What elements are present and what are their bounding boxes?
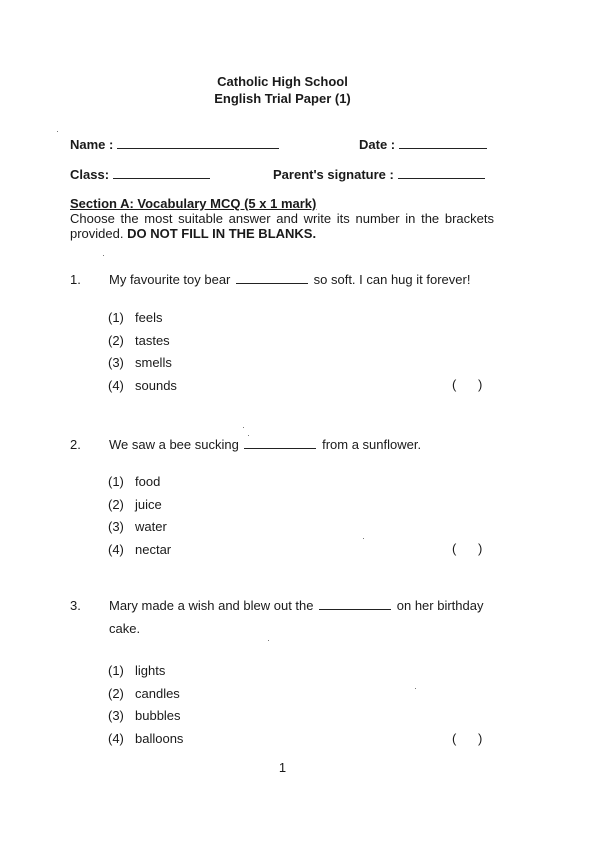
class-field [70, 166, 210, 182]
name-date-row [70, 136, 495, 154]
option-item [108, 730, 183, 753]
scan-speck [415, 688, 416, 689]
option-number: (4) [108, 377, 124, 393]
option-item [108, 377, 177, 400]
answer-bracket[interactable]: ( ) [452, 377, 483, 392]
question-number: 2. [70, 437, 81, 452]
question-number: 3. [70, 598, 81, 613]
option-item [108, 473, 171, 496]
option-number: (2) [108, 685, 124, 701]
option-number: (3) [108, 519, 124, 534]
option-item [108, 309, 177, 332]
option-list [108, 662, 183, 752]
section-instructions [70, 211, 494, 241]
option-number: (1) [108, 663, 124, 678]
option-text: food [135, 474, 161, 489]
scan-speck [243, 427, 244, 428]
option-text: juice [135, 496, 162, 512]
option-list [108, 473, 171, 563]
option-list [108, 309, 177, 399]
name-field [70, 136, 279, 152]
option-text: lights [135, 663, 166, 678]
stem-after: on her birthday cake. [109, 598, 484, 636]
option-item [108, 518, 171, 541]
option-item [108, 662, 183, 685]
parent-signature-blank[interactable] [398, 166, 485, 179]
stem-before: Mary made a wish and blew out the [109, 598, 314, 613]
option-text: feels [135, 310, 163, 325]
scan-speck [57, 131, 58, 132]
stem-after: from a sunflower. [322, 437, 422, 452]
parent-signature-field [273, 166, 485, 182]
answer-bracket[interactable]: ( ) [452, 731, 483, 746]
name-label: Name : [70, 137, 114, 152]
option-item [108, 496, 171, 519]
class-label: Class: [70, 167, 110, 182]
option-number: (4) [108, 541, 124, 557]
date-field [359, 136, 487, 152]
date-label: Date : [359, 137, 396, 152]
school-name: Catholic High School [217, 74, 348, 89]
option-text: balloons [135, 730, 184, 746]
option-text: water [135, 519, 167, 534]
scan-speck [268, 640, 269, 641]
date-blank[interactable] [399, 136, 487, 149]
class-parent-row [70, 166, 495, 184]
question-number: 1. [70, 272, 81, 287]
option-item [108, 707, 183, 730]
stem-after: so soft. I can hug it forever! [313, 272, 471, 287]
question-stem [109, 594, 495, 640]
instruction-text: Choose the most suitable answer and write its number in the brackets provided. [70, 211, 494, 241]
option-text: sounds [135, 377, 177, 393]
option-text: tastes [135, 332, 170, 348]
option-text: bubbles [135, 708, 181, 723]
option-item [108, 685, 183, 708]
scan-speck [248, 435, 249, 436]
scan-speck [103, 255, 104, 256]
stem-before: My favourite toy bear [109, 272, 231, 287]
instruction-emphasis: DO NOT FILL IN THE BLANKS. [127, 226, 317, 241]
parent-signature-label: Parent's signature : [273, 167, 394, 182]
answer-blank [319, 598, 391, 610]
option-item [108, 541, 171, 564]
option-text: nectar [135, 541, 172, 557]
class-blank[interactable] [113, 166, 210, 179]
scan-speck [363, 538, 364, 539]
option-text: candles [135, 685, 180, 701]
paper-title: English Trial Paper (1) [214, 91, 351, 106]
option-number: (2) [108, 332, 124, 348]
option-item [108, 354, 177, 377]
option-number: (3) [108, 708, 124, 723]
answer-bracket[interactable]: ( ) [452, 541, 483, 556]
page-number: 1 [278, 760, 287, 775]
name-blank[interactable] [117, 136, 279, 149]
question-stem [109, 433, 495, 456]
section-title: Section A: Vocabulary MCQ (5 x 1 mark) [70, 196, 317, 211]
option-number: (1) [108, 474, 124, 489]
answer-blank [244, 437, 316, 449]
option-item [108, 332, 177, 355]
option-number: (1) [108, 310, 124, 325]
stem-before: We saw a bee sucking [109, 437, 239, 452]
option-number: (3) [108, 355, 124, 370]
option-number: (4) [108, 730, 124, 746]
option-number: (2) [108, 496, 124, 512]
option-text: smells [135, 355, 172, 370]
answer-blank [236, 272, 308, 284]
paper-header [0, 73, 565, 107]
question-stem [109, 268, 495, 291]
